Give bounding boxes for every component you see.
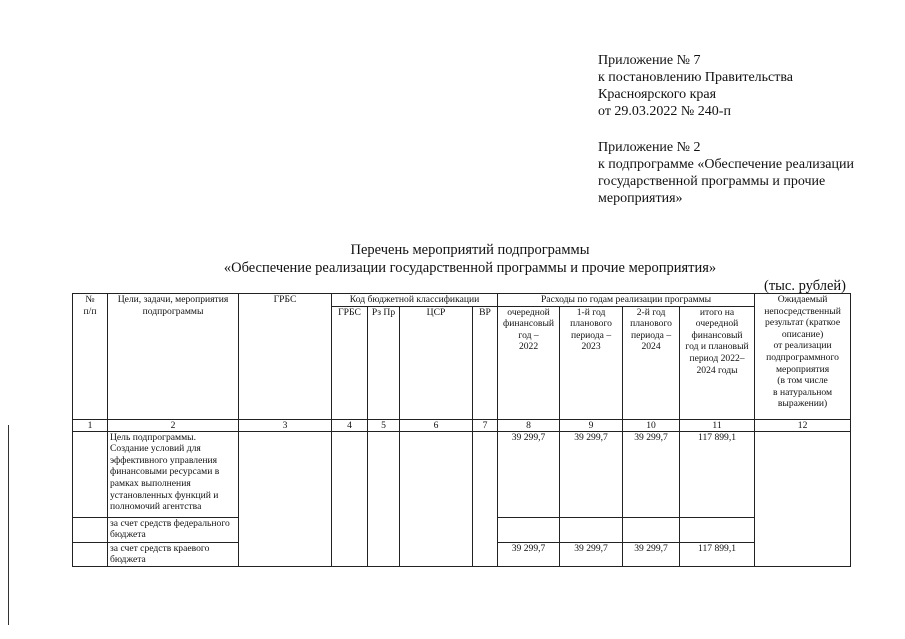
col-number: 5 <box>368 419 400 431</box>
document-title <box>160 241 780 277</box>
cell-2022 <box>498 517 560 542</box>
header-year-2022: очередной финансовый год – 2022 <box>498 306 560 419</box>
row-label: Цель подпрограммы. Создание условий для эффективного управления финансовыми ресурсами в рамках выполнения установленных функций и полномочий агентства <box>108 431 239 517</box>
header-year-2024: 2-й год планового периода – 2024 <box>623 306 680 419</box>
col-number: 11 <box>680 419 755 431</box>
col-number: 9 <box>560 419 623 431</box>
col-number: 8 <box>498 419 560 431</box>
row-label: за счет средств федерального бюджета <box>108 517 239 542</box>
cell-2023 <box>560 517 623 542</box>
appendix-7-header: Приложение № 7 к постановлению Правительства Красноярского края от 29.03.2022 № 240-п <box>598 53 794 119</box>
table-row <box>73 431 851 517</box>
page-margin-line <box>8 425 9 625</box>
col-number: 4 <box>332 419 368 431</box>
header-csr: ЦСР <box>400 306 473 419</box>
cell-2023: 39 299,7 <box>560 431 623 517</box>
col-number: 6 <box>400 419 473 431</box>
header-year-2023: 1-й год планового периода – 2023 <box>560 306 623 419</box>
appendix-2-header: Приложение № 2 к подпрограмме «Обеспечение реализации государственной программы и прочие мероприятия» <box>598 140 854 206</box>
header-expenses: Расходы по годам реализации программы <box>498 294 755 307</box>
units-label: (тыс. рублей) <box>764 278 846 294</box>
cell-2023: 39 299,7 <box>560 542 623 566</box>
cell-2024: 39 299,7 <box>623 431 680 517</box>
header-grbs-sub: ГРБС <box>332 306 368 419</box>
header-rzpr: Рз Пр <box>368 306 400 419</box>
col-number: 7 <box>473 419 498 431</box>
col-number: 12 <box>755 419 851 431</box>
cell-2022: 39 299,7 <box>498 542 560 566</box>
cell-2024 <box>623 517 680 542</box>
cell-total: 117 899,1 <box>680 431 755 517</box>
col-number: 1 <box>73 419 108 431</box>
cell-2022: 39 299,7 <box>498 431 560 517</box>
cell-2024: 39 299,7 <box>623 542 680 566</box>
col-number: 3 <box>239 419 332 431</box>
title-line-2: «Обеспечение реализации государственной программы и прочие мероприятия» <box>223 260 717 276</box>
col-number: 2 <box>108 419 239 431</box>
header-total: итого на очередной финансовый год и плановый период 2022– 2024 годы <box>680 306 755 419</box>
header-budget-code: Код бюджетной классификации <box>332 294 498 307</box>
col-number: 10 <box>623 419 680 431</box>
cell-total <box>680 517 755 542</box>
cell-total: 117 899,1 <box>680 542 755 566</box>
row-label: за счет средств краевого бюджета <box>108 542 239 566</box>
header-num: № п/п <box>73 294 108 420</box>
activities-table <box>72 293 851 567</box>
title-line-1: Перечень мероприятий подпрограммы <box>350 242 590 258</box>
header-vr: ВР <box>473 306 498 419</box>
header-goals: Цели, задачи, мероприятия подпрограммы <box>108 294 239 420</box>
header-grbs: ГРБС <box>239 294 332 420</box>
header-result: Ожидаемый непосредственный результат (краткое описание) от реализации подпрограммного мероприятия (в том числе в натуральном выражении) <box>755 294 851 420</box>
